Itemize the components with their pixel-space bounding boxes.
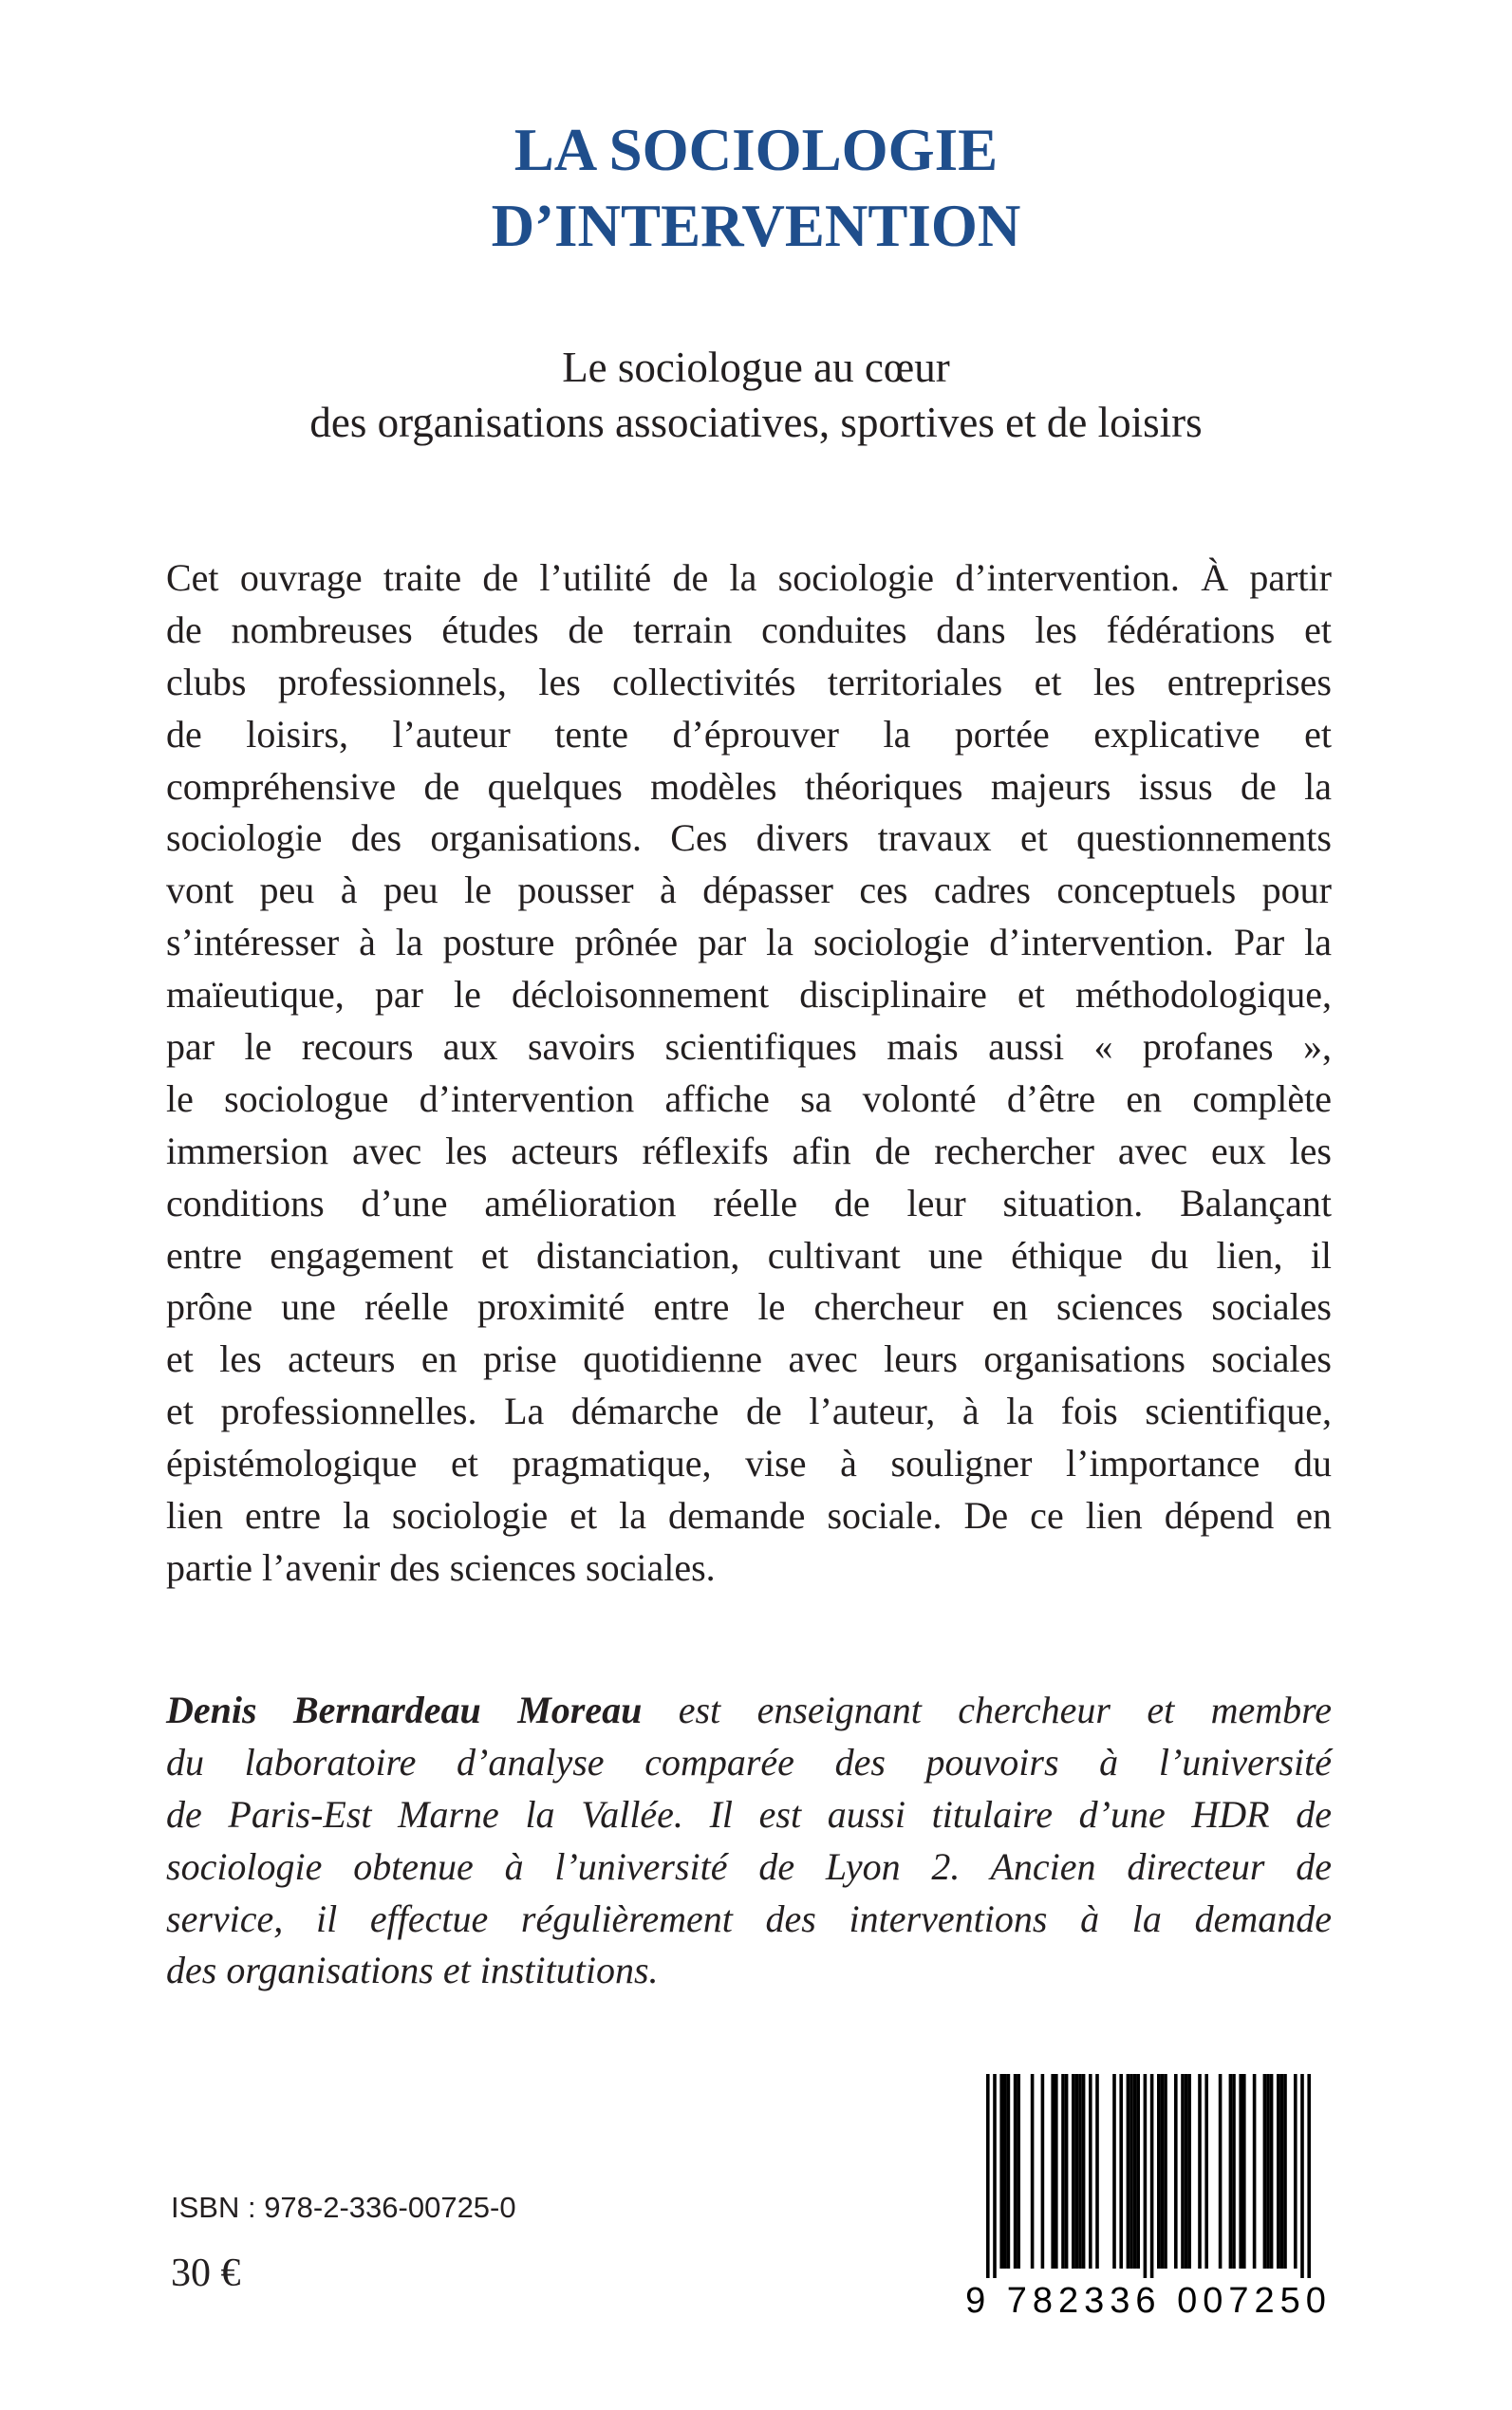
barcode-digits: 9 782336 007250: [965, 2281, 1332, 2321]
subtitle-line-1: Le sociologue au cœur: [562, 344, 950, 391]
barcode-bars: [954, 2074, 1343, 2278]
description-line: épistémologique et pragmatique, vise à souligner l’importance du: [166, 1442, 1332, 1485]
subtitle-line-2: des organisations associatives, sportives et de loisirs: [309, 399, 1203, 446]
barcode-bar: [1307, 2074, 1311, 2278]
barcode-bar: [1266, 2074, 1270, 2269]
description-line: prône une réelle proximité entre le chercheur en sciences sociales: [166, 1285, 1332, 1329]
barcode-bar: [1072, 2074, 1075, 2269]
barcode-bar: [1144, 2074, 1148, 2278]
author-bio-line: service, il effectue régulièrement des interventions à la demande: [166, 1896, 1332, 1940]
barcode-bar: [1164, 2074, 1167, 2269]
barcode-bar: [1082, 2074, 1086, 2269]
description-line: maïeutique, par le décloisonnement disciplinaire et méthodologique,: [166, 973, 1332, 1017]
barcode-bar: [1263, 2074, 1267, 2269]
description-line: et professionnelles. La démarche de l’auteur, à la fois scientifique,: [166, 1390, 1332, 1433]
description-line: de nombreuses études de terrain conduites dans les fédérations et: [166, 607, 1332, 651]
description-line: le sociologue d’intervention affiche sa volonté d’être en complète: [166, 1076, 1332, 1120]
description-line: et les acteurs en prise quotidienne avec leurs organisations sociales: [166, 1337, 1332, 1381]
barcode-bar: [1219, 2074, 1223, 2269]
title-line-2: D’INTERVENTION: [491, 193, 1021, 259]
description-line: de loisirs, l’auteur tente d’éprouver la portée explicative et: [166, 712, 1332, 756]
barcode-bar: [1133, 2074, 1137, 2269]
barcode-bar: [1270, 2074, 1274, 2269]
description-line: par le recours aux savoirs scientifiques mais aussi « profanes »,: [166, 1025, 1332, 1069]
barcode-bar: [1127, 2074, 1130, 2269]
author-bio-line: des organisations et institutions.: [166, 1949, 659, 1992]
barcode-bar: [1041, 2074, 1045, 2269]
isbn-label: ISBN : 978-2-336-00725-0: [171, 2191, 516, 2224]
description-line: entre engagement et distanciation, cultivant une éthique du lien, il: [166, 1233, 1332, 1277]
description-line: Cet ouvrage traite de l’utilité de la sociologie d’intervention. À partir: [166, 556, 1332, 599]
barcode-bar: [1089, 2074, 1092, 2269]
book-subtitle: [0, 340, 1512, 450]
description-line: sociologie des organisations. Ces divers travaux et questionnements: [166, 816, 1332, 860]
barcode-bar: [1150, 2074, 1154, 2278]
book-description: [166, 552, 1332, 1595]
description-line: vont peu à peu le pousser à dépasser ces cadres conceptuels pour: [166, 869, 1332, 912]
description-line: conditions d’une amélioration réelle de leur situation. Balançant: [166, 1181, 1332, 1224]
barcode-bar: [1232, 2074, 1236, 2269]
description-line: compréhensive de quelques modèles théoriques majeurs issus de la: [166, 764, 1332, 808]
barcode-bar: [1119, 2074, 1123, 2269]
description-line: partie l’avenir des sciences sociales.: [166, 1545, 716, 1589]
barcode-bar: [1095, 2074, 1099, 2269]
barcode-bar: [1112, 2074, 1116, 2269]
author-bio-line: du laboratoire d’analyse comparée des pouvoirs à l’université: [166, 1740, 1332, 1784]
barcode-bar: [999, 2074, 1003, 2269]
barcode-bar: [1174, 2074, 1178, 2269]
description-line: immersion avec les acteurs réflexifs afin de rechercher avec eux les: [166, 1129, 1332, 1172]
barcode-bar: [1161, 2074, 1165, 2269]
barcode-bar: [1300, 2074, 1304, 2278]
barcode-bar: [1031, 2074, 1035, 2269]
barcode-bar: [1242, 2074, 1246, 2269]
author-bio-first-line: est enseignant chercheur et membre: [642, 1689, 1332, 1731]
barcode: [954, 2074, 1343, 2340]
barcode-bar: [1229, 2074, 1233, 2269]
barcode-bar: [1187, 2074, 1191, 2269]
barcode-bar: [1253, 2074, 1257, 2269]
barcode-bar: [1239, 2074, 1242, 2269]
barcode-bar: [1075, 2074, 1079, 2269]
description-line: lien entre la sociologie et la demande sociale. De ce lien dépend en: [166, 1494, 1332, 1538]
author-bio: [166, 1685, 1332, 1997]
barcode-bar: [1185, 2074, 1188, 2269]
barcode-bar: [1283, 2074, 1287, 2269]
author-name: Denis Bernardeau Moreau: [166, 1689, 643, 1731]
barcode-bar: [1078, 2074, 1082, 2269]
barcode-bar: [1051, 2074, 1055, 2269]
barcode-bar: [1280, 2074, 1284, 2269]
barcode-bar: [1055, 2074, 1058, 2269]
title-line-1: LA SOCIOLOGIE: [513, 117, 999, 183]
barcode-bar: [993, 2074, 997, 2278]
price-label: 30 €: [171, 2251, 241, 2295]
barcode-bar: [1181, 2074, 1185, 2269]
barcode-bar: [1277, 2074, 1280, 2269]
description-line: s’intéresser à la posture prônée par la sociologie d’intervention. Par la: [166, 921, 1332, 964]
barcode-bar: [1061, 2074, 1065, 2269]
author-bio-line: sociologie obtenue à l’université de Lyon 2. Ancien directeur de: [166, 1844, 1332, 1888]
barcode-bar: [1136, 2074, 1140, 2269]
barcode-bar: [1017, 2074, 1020, 2269]
barcode-bar: [1198, 2074, 1202, 2269]
description-line: clubs professionnels, les collectivités territoriales et les entreprises: [166, 660, 1332, 703]
book-title: [0, 112, 1512, 264]
barcode-bar: [1003, 2074, 1007, 2269]
barcode-bar: [986, 2074, 990, 2278]
barcode-bar: [1007, 2074, 1011, 2269]
barcode-bar: [1204, 2074, 1208, 2269]
barcode-bar: [1294, 2074, 1297, 2269]
barcode-bar: [1014, 2074, 1017, 2269]
author-bio-line: [166, 1685, 1332, 1737]
barcode-bar: [1157, 2074, 1161, 2269]
barcode-bar: [1129, 2074, 1133, 2269]
author-bio-line: de Paris-Est Marne la Vallée. Il est aussi titulaire d’une HDR de: [166, 1792, 1332, 1836]
barcode-bar: [1065, 2074, 1069, 2269]
